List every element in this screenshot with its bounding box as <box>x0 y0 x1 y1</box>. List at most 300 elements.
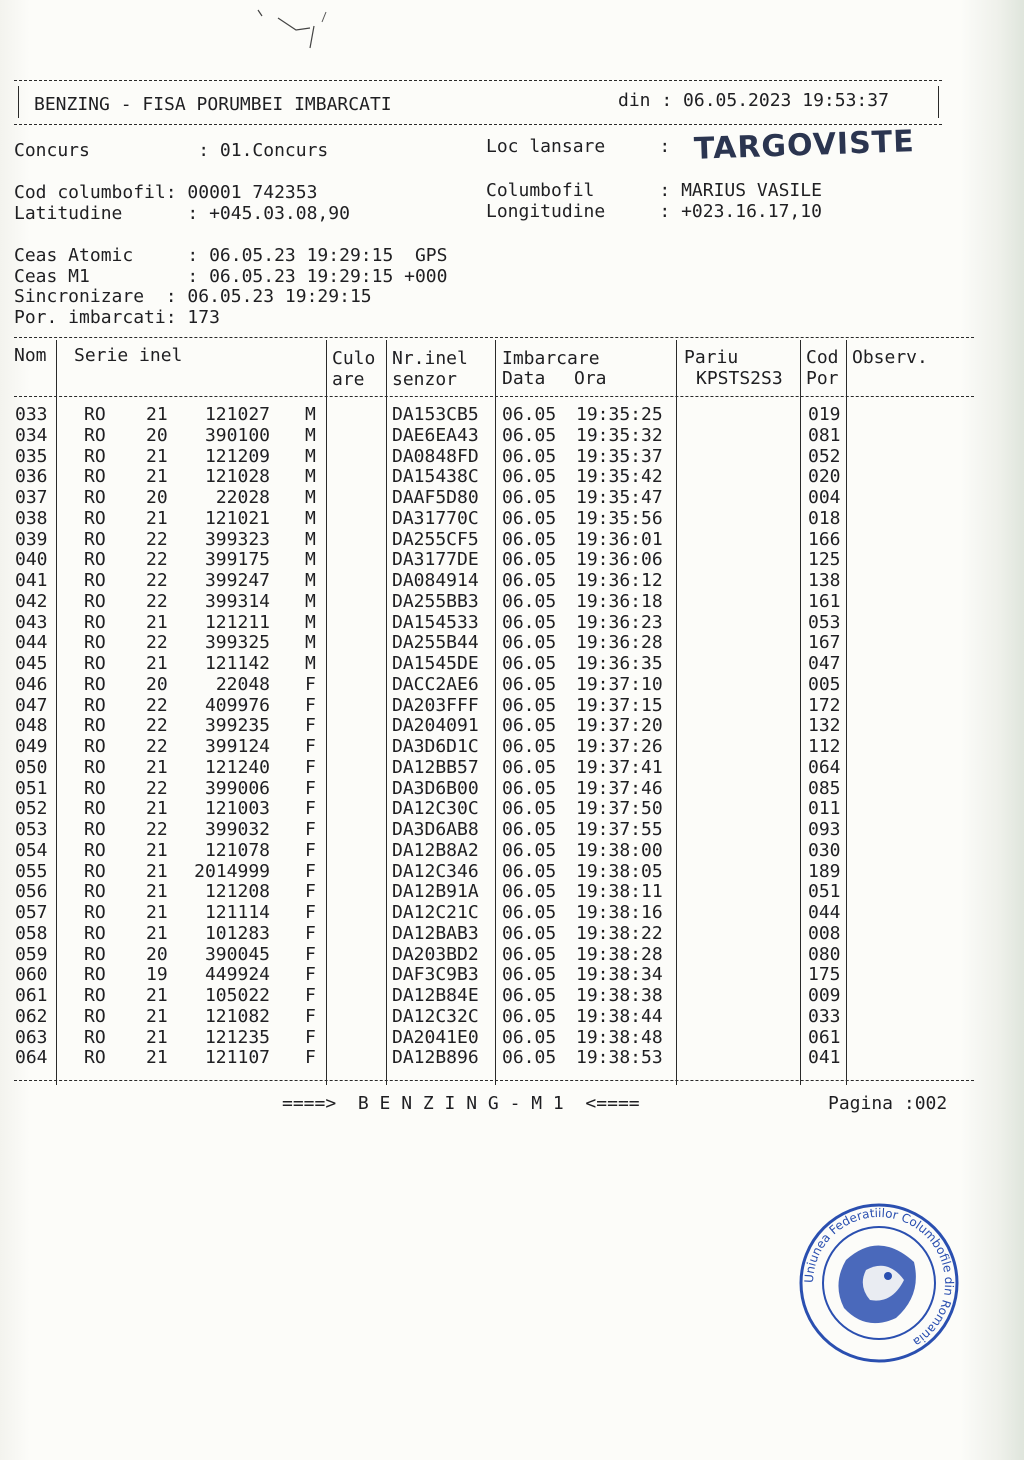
loc-lansare-label: Loc lansare : <box>486 136 671 157</box>
row-year: 21 <box>146 445 168 467</box>
row-sex: M <box>305 570 316 591</box>
row-nom: 057 <box>15 902 48 923</box>
row-sex: F <box>305 798 316 820</box>
row-country: RO <box>84 777 106 799</box>
row-date: 06.05 <box>502 985 557 1006</box>
table-row <box>0 902 1024 923</box>
row-year: 21 <box>146 404 168 425</box>
row-ring: 399314 <box>204 590 270 612</box>
row-cod: 081 <box>808 424 841 446</box>
row-ring: 390045 <box>204 943 270 965</box>
row-ring: 22028 <box>215 487 270 508</box>
row-year: 22 <box>146 549 168 571</box>
row-ring: 409976 <box>204 694 270 716</box>
ceas-atomic-line: Ceas Atomic : 06.05.23 19:29:15 GPS <box>14 245 448 266</box>
row-year: 22 <box>146 819 168 840</box>
row-date: 06.05 <box>502 964 557 986</box>
row-sex: F <box>305 715 316 737</box>
row-time: 19:37:15 <box>576 694 663 716</box>
row-sensor: DA12B896 <box>392 1047 479 1069</box>
col-nr-inel-1: Nr.inel <box>392 348 468 369</box>
row-nom: 043 <box>15 611 48 633</box>
row-date: 06.05 <box>502 715 557 737</box>
row-nom: 040 <box>15 549 48 571</box>
row-nom: 056 <box>15 881 48 903</box>
table-row <box>0 508 1024 529</box>
row-cod: 161 <box>808 590 841 612</box>
row-date: 06.05 <box>502 487 557 508</box>
table-row <box>0 695 1024 716</box>
row-ring: 121078 <box>204 839 270 861</box>
stamp-text: Uniunea Federatiilor Columbofile din Romania <box>801 1205 957 1350</box>
row-date: 06.05 <box>502 1047 557 1069</box>
table-row <box>0 446 1024 467</box>
row-country: RO <box>84 466 106 488</box>
col-culoare-1: Culo <box>332 348 376 369</box>
table-row <box>0 1047 1024 1068</box>
row-country: RO <box>84 715 106 737</box>
row-sex: F <box>305 756 316 778</box>
row-cod: 044 <box>808 902 841 923</box>
col-serie-inel: Serie inel <box>74 345 183 366</box>
row-country: RO <box>84 590 106 612</box>
row-year: 21 <box>146 611 168 633</box>
row-country: RO <box>84 839 106 861</box>
row-year: 21 <box>146 507 168 529</box>
row-country: RO <box>84 736 106 757</box>
col-observ: Observ. <box>852 347 928 368</box>
row-cod: 125 <box>808 549 841 571</box>
row-nom: 042 <box>15 590 48 612</box>
longitudine-line: Longitudine : +023.16.17,10 <box>486 201 822 222</box>
row-year: 22 <box>146 528 168 550</box>
row-sensor: DA153CB5 <box>392 404 479 425</box>
row-year: 21 <box>146 1047 168 1069</box>
row-country: RO <box>84 653 106 674</box>
row-time: 19:37:26 <box>576 736 663 757</box>
row-country: RO <box>84 860 106 882</box>
row-time: 19:37:55 <box>576 819 663 840</box>
row-country: RO <box>84 902 106 923</box>
table-row <box>0 549 1024 570</box>
row-year: 21 <box>146 1026 168 1048</box>
footer-banner: ====> B E N Z I N G - M 1 <==== <box>282 1093 640 1114</box>
row-sensor: DA12C32C <box>392 1005 479 1027</box>
row-sensor: DA12B91A <box>392 881 479 903</box>
row-year: 22 <box>146 694 168 716</box>
row-nom: 038 <box>15 507 48 529</box>
row-sex: F <box>305 839 316 861</box>
row-sex: M <box>305 404 316 425</box>
row-year: 21 <box>146 798 168 820</box>
row-country: RO <box>84 611 106 633</box>
row-cod: 047 <box>808 653 841 674</box>
col-cod-2: Por <box>806 368 839 389</box>
row-year: 20 <box>146 943 168 965</box>
row-date: 06.05 <box>502 902 557 923</box>
row-country: RO <box>84 798 106 820</box>
row-date: 06.05 <box>502 653 557 674</box>
row-ring: 121235 <box>204 1026 270 1048</box>
row-sex: M <box>305 611 316 633</box>
row-time: 19:36:06 <box>576 549 663 571</box>
row-date: 06.05 <box>502 445 557 467</box>
row-cod: 033 <box>808 1005 841 1027</box>
row-sensor: DA154533 <box>392 611 479 633</box>
row-sensor: DA2041E0 <box>392 1026 479 1048</box>
row-sensor: DA31770C <box>392 507 479 529</box>
row-country: RO <box>84 632 106 654</box>
row-time: 19:35:42 <box>576 466 663 488</box>
row-nom: 046 <box>15 673 48 695</box>
row-year: 19 <box>146 964 168 986</box>
table-row <box>0 861 1024 882</box>
row-year: 21 <box>146 860 168 882</box>
row-nom: 039 <box>15 528 48 550</box>
row-date: 06.05 <box>502 922 557 944</box>
row-nom: 054 <box>15 839 48 861</box>
table-row <box>0 715 1024 736</box>
row-sensor: DA12C30C <box>392 798 479 820</box>
table-row <box>0 487 1024 508</box>
row-sensor: DA12BB57 <box>392 756 479 778</box>
row-cod: 061 <box>808 1026 841 1048</box>
row-year: 21 <box>146 466 168 488</box>
col-nom: Nom <box>14 345 47 366</box>
ceas-m1-line: Ceas M1 : 06.05.23 19:29:15 +000 <box>14 266 448 287</box>
table-row <box>0 674 1024 695</box>
row-nom: 050 <box>15 756 48 778</box>
row-cod: 030 <box>808 839 841 861</box>
row-sex: M <box>305 507 316 529</box>
row-country: RO <box>84 424 106 446</box>
row-cod: 018 <box>808 507 841 529</box>
row-date: 06.05 <box>502 1005 557 1027</box>
row-ring: 399175 <box>204 549 270 571</box>
table-row <box>0 736 1024 757</box>
row-country: RO <box>84 507 106 529</box>
loc-lansare-handwritten: TARGOVISTE <box>693 124 916 167</box>
row-sex: F <box>305 943 316 965</box>
table-row <box>0 881 1024 902</box>
paper-marks <box>250 4 370 54</box>
row-cod: 064 <box>808 756 841 778</box>
row-cod: 138 <box>808 570 841 591</box>
row-sex: M <box>305 528 316 550</box>
row-nom: 033 <box>15 404 48 425</box>
row-country: RO <box>84 549 106 571</box>
row-year: 21 <box>146 839 168 861</box>
row-ring: 121107 <box>204 1047 270 1069</box>
row-time: 19:38:16 <box>576 902 663 923</box>
row-country: RO <box>84 673 106 695</box>
row-date: 06.05 <box>502 590 557 612</box>
row-time: 19:35:32 <box>576 424 663 446</box>
row-ring: 121208 <box>204 881 270 903</box>
row-sensor: DA255B44 <box>392 632 479 654</box>
row-sex: F <box>305 881 316 903</box>
col-imbarcare: Imbarcare <box>502 348 600 369</box>
row-date: 06.05 <box>502 611 557 633</box>
row-country: RO <box>84 570 106 591</box>
cod-columbofil-line: Cod columbofil: 00001 742353 <box>14 182 318 203</box>
row-nom: 034 <box>15 424 48 446</box>
row-country: RO <box>84 404 106 425</box>
row-country: RO <box>84 985 106 1006</box>
table-top-rule <box>14 337 974 338</box>
row-sensor: DA15438C <box>392 466 479 488</box>
row-sensor: DA12C346 <box>392 860 479 882</box>
row-sensor: DAE6EA43 <box>392 424 479 446</box>
concurs-line: Concurs : 01.Concurs <box>14 140 329 161</box>
row-time: 19:36:23 <box>576 611 663 633</box>
row-nom: 064 <box>15 1047 48 1069</box>
row-cod: 011 <box>808 798 841 820</box>
row-cod: 132 <box>808 715 841 737</box>
row-date: 06.05 <box>502 839 557 861</box>
row-cod: 019 <box>808 404 841 425</box>
row-ring: 399235 <box>204 715 270 737</box>
row-ring: 22048 <box>215 673 270 695</box>
row-country: RO <box>84 1026 106 1048</box>
document-date: din : 06.05.2023 19:53:37 <box>618 90 889 111</box>
row-sex: F <box>305 1047 316 1069</box>
row-cod: 175 <box>808 964 841 986</box>
header-right-border <box>938 86 939 118</box>
row-cod: 080 <box>808 943 841 965</box>
latitudine-line: Latitudine : +045.03.08,90 <box>14 203 350 224</box>
row-year: 20 <box>146 487 168 508</box>
row-date: 06.05 <box>502 507 557 529</box>
row-year: 21 <box>146 881 168 903</box>
table-row <box>0 964 1024 985</box>
row-time: 19:37:41 <box>576 756 663 778</box>
row-nom: 062 <box>15 1005 48 1027</box>
row-nom: 037 <box>15 487 48 508</box>
row-time: 19:37:50 <box>576 798 663 820</box>
row-nom: 035 <box>15 445 48 467</box>
row-sex: F <box>305 736 316 757</box>
col-nr-inel-2: senzor <box>392 369 458 390</box>
row-time: 19:38:00 <box>576 839 663 861</box>
row-ring: 121021 <box>204 507 270 529</box>
table-row <box>0 632 1024 653</box>
row-sensor: DA084914 <box>392 570 479 591</box>
row-ring: 121142 <box>204 653 270 674</box>
row-sex: F <box>305 1026 316 1048</box>
row-year: 22 <box>146 736 168 757</box>
row-time: 19:38:38 <box>576 985 663 1006</box>
table-row <box>0 1006 1024 1027</box>
row-country: RO <box>84 756 106 778</box>
row-cod: 004 <box>808 487 841 508</box>
row-cod: 005 <box>808 673 841 695</box>
row-date: 06.05 <box>502 881 557 903</box>
row-date: 06.05 <box>502 528 557 550</box>
row-ring: 121027 <box>204 404 270 425</box>
row-country: RO <box>84 445 106 467</box>
row-cod: 041 <box>808 1047 841 1069</box>
row-time: 19:35:56 <box>576 507 663 529</box>
row-cod: 189 <box>808 860 841 882</box>
table-row <box>0 612 1024 633</box>
sincronizare-line: Sincronizare : 06.05.23 19:29:15 <box>14 286 372 307</box>
row-nom: 044 <box>15 632 48 654</box>
table-row <box>0 591 1024 612</box>
row-time: 19:38:44 <box>576 1005 663 1027</box>
row-nom: 063 <box>15 1026 48 1048</box>
table-bottom-rule <box>14 1080 974 1081</box>
row-date: 06.05 <box>502 404 557 425</box>
row-sensor: DA255BB3 <box>392 590 479 612</box>
row-year: 21 <box>146 902 168 923</box>
row-sensor: DACC2AE6 <box>392 673 479 695</box>
page-number: Pagina :002 <box>828 1093 948 1114</box>
row-ring: 399006 <box>204 777 270 799</box>
row-ring: 121114 <box>204 902 270 923</box>
row-nom: 041 <box>15 570 48 591</box>
row-time: 19:35:25 <box>576 404 663 425</box>
row-nom: 052 <box>15 798 48 820</box>
row-year: 20 <box>146 424 168 446</box>
row-nom: 051 <box>15 777 48 799</box>
row-date: 06.05 <box>502 1026 557 1048</box>
row-date: 06.05 <box>502 673 557 695</box>
row-date: 06.05 <box>502 736 557 757</box>
row-nom: 047 <box>15 694 48 716</box>
row-sex: M <box>305 424 316 446</box>
row-date: 06.05 <box>502 549 557 571</box>
row-nom: 055 <box>15 860 48 882</box>
row-cod: 085 <box>808 777 841 799</box>
row-time: 19:35:47 <box>576 487 663 508</box>
col-data: Data <box>502 368 546 389</box>
table-row <box>0 425 1024 446</box>
row-ring: 105022 <box>204 985 270 1006</box>
por-imbarcati-line: Por. imbarcati: 173 <box>14 307 220 328</box>
row-time: 19:36:12 <box>576 570 663 591</box>
col-culoare-2: are <box>332 369 365 390</box>
row-year: 22 <box>146 715 168 737</box>
row-sex: M <box>305 590 316 612</box>
row-date: 06.05 <box>502 756 557 778</box>
row-sex: F <box>305 673 316 695</box>
row-cod: 052 <box>808 445 841 467</box>
row-time: 19:38:48 <box>576 1026 663 1048</box>
table-row <box>0 923 1024 944</box>
row-sex: F <box>305 860 316 882</box>
row-date: 06.05 <box>502 819 557 840</box>
row-country: RO <box>84 881 106 903</box>
row-sex: F <box>305 777 316 799</box>
row-time: 19:38:28 <box>576 943 663 965</box>
header-left-border <box>18 86 19 118</box>
row-nom: 060 <box>15 964 48 986</box>
row-sex: F <box>305 922 316 944</box>
row-sensor: DA204091 <box>392 715 479 737</box>
row-year: 21 <box>146 653 168 674</box>
row-country: RO <box>84 964 106 986</box>
row-sex: M <box>305 632 316 654</box>
row-time: 19:37:10 <box>576 673 663 695</box>
columbofil-line: Columbofil : MARIUS VASILE <box>486 180 822 201</box>
row-sex: M <box>305 487 316 508</box>
row-time: 19:36:18 <box>576 590 663 612</box>
row-time: 19:38:53 <box>576 1047 663 1069</box>
header-bottom-rule <box>14 124 942 125</box>
row-nom: 049 <box>15 736 48 757</box>
row-ring: 2014999 <box>194 860 270 882</box>
col-cod-1: Cod <box>806 347 839 368</box>
table-row <box>0 404 1024 425</box>
row-cod: 172 <box>808 694 841 716</box>
row-cod: 053 <box>808 611 841 633</box>
row-time: 19:38:05 <box>576 860 663 882</box>
row-sex: F <box>305 819 316 840</box>
table-row <box>0 1027 1024 1048</box>
header-top-rule <box>14 80 942 81</box>
row-nom: 048 <box>15 715 48 737</box>
row-sensor: DAAF5D80 <box>392 487 479 508</box>
row-date: 06.05 <box>502 943 557 965</box>
row-cod: 167 <box>808 632 841 654</box>
row-ring: 121082 <box>204 1005 270 1027</box>
table-row <box>0 570 1024 591</box>
table-header-rule <box>14 396 974 397</box>
row-time: 19:38:34 <box>576 964 663 986</box>
row-time: 19:36:35 <box>576 653 663 674</box>
row-nom: 061 <box>15 985 48 1006</box>
row-date: 06.05 <box>502 798 557 820</box>
row-date: 06.05 <box>502 777 557 799</box>
row-year: 21 <box>146 922 168 944</box>
row-nom: 059 <box>15 943 48 965</box>
row-sensor: DA203FFF <box>392 694 479 716</box>
row-sex: M <box>305 466 316 488</box>
row-country: RO <box>84 819 106 840</box>
row-sensor: DA3D6B00 <box>392 777 479 799</box>
row-time: 19:36:01 <box>576 528 663 550</box>
row-year: 21 <box>146 985 168 1006</box>
row-date: 06.05 <box>502 570 557 591</box>
table-row <box>0 529 1024 550</box>
row-ring: 121209 <box>204 445 270 467</box>
row-ring: 121240 <box>204 756 270 778</box>
row-nom: 045 <box>15 653 48 674</box>
row-cod: 093 <box>808 819 841 840</box>
table-row <box>0 466 1024 487</box>
table-row <box>0 757 1024 778</box>
col-pariu-1: Pariu <box>684 347 739 368</box>
table-row <box>0 840 1024 861</box>
row-date: 06.05 <box>502 632 557 654</box>
row-sensor: DAF3C9B3 <box>392 964 479 986</box>
row-year: 22 <box>146 570 168 591</box>
row-time: 19:37:46 <box>576 777 663 799</box>
row-cod: 009 <box>808 985 841 1006</box>
row-time: 19:38:22 <box>576 922 663 944</box>
row-ring: 399124 <box>204 736 270 757</box>
row-ring: 399323 <box>204 528 270 550</box>
row-sensor: DA12C21C <box>392 902 479 923</box>
document-title: BENZING - FISA PORUMBEI IMBARCATI <box>34 94 392 115</box>
row-ring: 121003 <box>204 798 270 820</box>
row-nom: 058 <box>15 922 48 944</box>
row-sensor: DA12BAB3 <box>392 922 479 944</box>
row-country: RO <box>84 943 106 965</box>
row-cod: 112 <box>808 736 841 757</box>
col-pariu-2: KPSTS2S3 <box>696 368 783 389</box>
